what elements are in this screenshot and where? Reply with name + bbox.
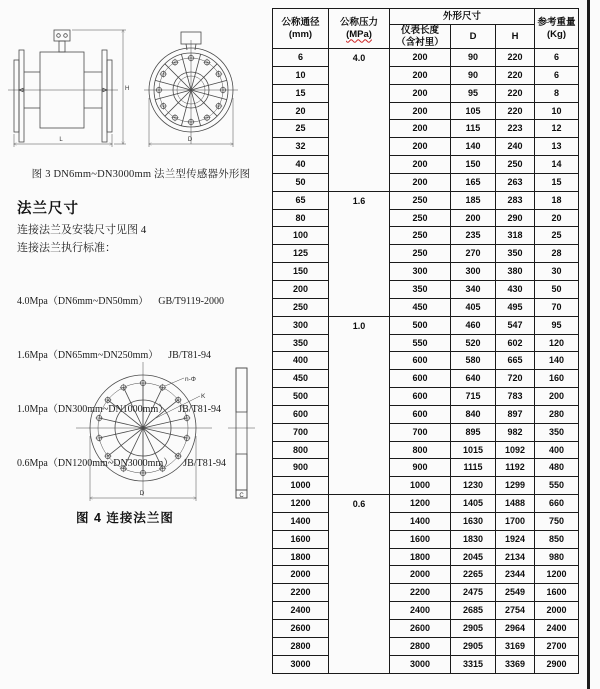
table-cell: 1600 <box>535 584 579 602</box>
table-cell: 600 <box>390 405 451 423</box>
fig4-caption: 图 4 连接法兰图 <box>76 511 174 525</box>
table-cell: 1700 <box>496 512 535 530</box>
table-cell: 185 <box>451 191 496 209</box>
table-cell: 750 <box>535 512 579 530</box>
dim-label-K: K <box>201 393 206 400</box>
standard-line: 1.6Mpa（DN65mm~DN250mm） JB/T81-94 <box>17 350 212 361</box>
table-cell: 140 <box>535 352 579 370</box>
dim-label-D-front: D <box>187 137 193 143</box>
table-cell: 95 <box>451 84 496 102</box>
table-cell: 200 <box>390 66 451 84</box>
table-cell: 580 <box>451 352 496 370</box>
table-cell: 2134 <box>496 548 535 566</box>
table-cell: 547 <box>496 316 535 334</box>
table-row <box>273 530 579 548</box>
table-row <box>273 512 579 530</box>
table-cell: 318 <box>496 227 535 245</box>
table-cell: 140 <box>451 138 496 156</box>
table-cell: 715 <box>451 388 496 406</box>
table-cell: 2600 <box>273 620 329 638</box>
table-cell: 15 <box>273 84 329 102</box>
table-cell: 105 <box>451 102 496 120</box>
table-row <box>273 459 579 477</box>
table-row <box>273 352 579 370</box>
table-cell: 430 <box>496 280 535 298</box>
table-cell: 200 <box>535 388 579 406</box>
table-cell: 2685 <box>451 602 496 620</box>
table-cell: 700 <box>390 423 451 441</box>
table-cell: 90 <box>451 66 496 84</box>
table-cell: 2400 <box>273 602 329 620</box>
table-cell: 495 <box>496 298 535 316</box>
table-cell: 200 <box>390 49 451 67</box>
table-cell: 2400 <box>390 602 451 620</box>
table-cell: 350 <box>273 334 329 352</box>
col-header-d: D <box>451 25 496 49</box>
table-cell: 980 <box>535 548 579 566</box>
table-cell: 240 <box>496 138 535 156</box>
col-header-meter-length: 仪表长度 （含衬里） <box>390 25 451 49</box>
table-cell: 250 <box>390 209 451 227</box>
col-header-outline-dimensions: 外形尺寸 <box>390 9 535 25</box>
standard-line: 0.6Mpa（DN1200mm~DN3000mm） JB/T81-94 <box>17 458 227 469</box>
table-cell: 125 <box>273 245 329 263</box>
table-cell: 640 <box>451 370 496 388</box>
dim-label-C: C <box>239 493 244 499</box>
col-header-reference-weight: 参考重量 (Kg) <box>535 9 579 49</box>
table-cell: 600 <box>273 405 329 423</box>
table-cell: 783 <box>496 388 535 406</box>
table-row <box>273 548 579 566</box>
table-row <box>273 423 579 441</box>
table-row <box>273 191 579 209</box>
table-row <box>273 602 579 620</box>
table-cell: 223 <box>496 120 535 138</box>
table-row <box>273 49 579 67</box>
table-row <box>273 334 579 352</box>
table-cell: 160 <box>535 370 579 388</box>
col-header-h: H <box>496 25 535 49</box>
table-cell: 1000 <box>390 477 451 495</box>
table-row <box>273 227 579 245</box>
table-cell: 250 <box>273 298 329 316</box>
table-row <box>273 102 579 120</box>
table-cell: 220 <box>496 49 535 67</box>
table-cell: 283 <box>496 191 535 209</box>
table-row <box>273 280 579 298</box>
intro-line-2: 连接法兰执行标准： <box>17 242 116 254</box>
table-cell: 3369 <box>496 655 535 673</box>
table-cell: 235 <box>451 227 496 245</box>
table-cell: 460 <box>451 316 496 334</box>
page-right-border <box>587 0 590 689</box>
table-cell: 450 <box>273 370 329 388</box>
table-cell: 1600 <box>390 530 451 548</box>
table-cell: 165 <box>451 173 496 191</box>
table-cell: 200 <box>390 102 451 120</box>
table-cell: 405 <box>451 298 496 316</box>
table-row <box>273 405 579 423</box>
table-cell: 18 <box>535 191 579 209</box>
table-cell: 2754 <box>496 602 535 620</box>
table-cell: 900 <box>273 459 329 477</box>
table-cell: 200 <box>390 173 451 191</box>
table-cell: 550 <box>535 477 579 495</box>
table-cell: 1115 <box>451 459 496 477</box>
table-cell: 95 <box>535 316 579 334</box>
table-row <box>273 156 579 174</box>
table-cell: 1630 <box>451 512 496 530</box>
table-cell: 1924 <box>496 530 535 548</box>
table-row <box>273 138 579 156</box>
table-cell: 600 <box>390 352 451 370</box>
table-row <box>273 84 579 102</box>
table-cell: 12 <box>535 120 579 138</box>
fig4-connecting-flange-diagram <box>8 340 260 508</box>
table-cell: 10 <box>273 66 329 84</box>
table-cell: 400 <box>273 352 329 370</box>
table-cell: 895 <box>451 423 496 441</box>
table-cell: 250 <box>496 156 535 174</box>
table-row <box>273 173 579 191</box>
standard-line: 4.0Mpa（DN6mm~DN50mm） GB/T9119-2000 <box>17 296 224 307</box>
table-cell: 2344 <box>496 566 535 584</box>
table-cell: 480 <box>535 459 579 477</box>
table-row <box>273 120 579 138</box>
dimension-table-body <box>273 49 579 674</box>
table-cell: 450 <box>390 298 451 316</box>
table-row <box>273 316 579 334</box>
table-cell: 700 <box>273 423 329 441</box>
section-title-flange-size: 法兰尺寸 <box>17 201 79 217</box>
table-cell: 15 <box>535 173 579 191</box>
table-cell: 300 <box>273 316 329 334</box>
table-cell: 3315 <box>451 655 496 673</box>
table-cell: 220 <box>496 66 535 84</box>
table-cell: 1299 <box>496 477 535 495</box>
table-cell: 2800 <box>390 637 451 655</box>
table-cell: 500 <box>273 388 329 406</box>
table-cell: 500 <box>390 316 451 334</box>
table-cell: 200 <box>273 280 329 298</box>
table-cell: 3169 <box>496 637 535 655</box>
table-cell: 1200 <box>390 495 451 513</box>
col-header-nominal-diameter: 公称通径 (mm) <box>273 9 329 49</box>
table-cell: 2600 <box>390 620 451 638</box>
table-cell: 150 <box>451 156 496 174</box>
table-cell: 25 <box>273 120 329 138</box>
col-header-nominal-pressure: 公称压力 (MPa) <box>329 9 390 49</box>
table-cell: 200 <box>390 120 451 138</box>
table-cell: 270 <box>451 245 496 263</box>
table-cell: 1400 <box>273 512 329 530</box>
table-cell: 115 <box>451 120 496 138</box>
table-row <box>273 495 579 513</box>
table-cell: 280 <box>535 405 579 423</box>
fig3-caption: 图 3 DN6mm~DN3000mm 法兰型传感器外形图 <box>31 169 251 180</box>
table-cell: 665 <box>496 352 535 370</box>
table-cell: 8 <box>535 84 579 102</box>
table-cell: 90 <box>451 49 496 67</box>
table-cell: 20 <box>535 209 579 227</box>
intro-line-1: 连接法兰及安装尺寸见图 4 <box>17 224 147 236</box>
table-row <box>273 566 579 584</box>
table-cell: 2265 <box>451 566 496 584</box>
table-cell: 50 <box>535 280 579 298</box>
table-row <box>273 584 579 602</box>
dim-label-L: L <box>59 137 63 143</box>
table-cell: 6 <box>273 49 329 67</box>
table-cell: 350 <box>390 280 451 298</box>
table-row <box>273 620 579 638</box>
table-cell: 32 <box>273 138 329 156</box>
table-cell: 800 <box>390 441 451 459</box>
dim-label-D-flange: D <box>139 490 145 497</box>
pressure-group-cell: 0.6 <box>329 495 390 673</box>
table-cell: 1400 <box>390 512 451 530</box>
dimension-table <box>272 8 579 674</box>
table-cell: 1800 <box>273 548 329 566</box>
flange-intro-text <box>17 221 146 257</box>
table-cell: 2549 <box>496 584 535 602</box>
table-cell: 65 <box>273 191 329 209</box>
table-cell: 1015 <box>451 441 496 459</box>
pressure-group-cell: 4.0 <box>329 49 390 192</box>
table-cell: 6 <box>535 66 579 84</box>
table-cell: 250 <box>390 227 451 245</box>
table-cell: 100 <box>273 227 329 245</box>
table-cell: 2200 <box>390 584 451 602</box>
table-cell: 40 <box>273 156 329 174</box>
table-cell: 1600 <box>273 530 329 548</box>
table-cell: 120 <box>535 334 579 352</box>
standard-line: 1.0Mpa（DN300mm~DN1000mm） JB/T81-94 <box>17 404 222 415</box>
pressure-group-cell: 1.6 <box>329 191 390 316</box>
table-cell: 900 <box>390 459 451 477</box>
table-cell: 200 <box>390 156 451 174</box>
table-row <box>273 263 579 281</box>
table-cell: 150 <box>273 263 329 281</box>
table-cell: 1200 <box>273 495 329 513</box>
table-cell: 300 <box>390 263 451 281</box>
table-row <box>273 245 579 263</box>
table-cell: 25 <box>535 227 579 245</box>
table-cell: 1000 <box>273 477 329 495</box>
table-cell: 1800 <box>390 548 451 566</box>
table-cell: 840 <box>451 405 496 423</box>
table-row <box>273 66 579 84</box>
table-cell: 720 <box>496 370 535 388</box>
table-cell: 600 <box>390 370 451 388</box>
table-row <box>273 370 579 388</box>
table-cell: 10 <box>535 102 579 120</box>
table-cell: 850 <box>535 530 579 548</box>
fig3-sensor-outline-diagram <box>2 6 264 158</box>
table-cell: 350 <box>496 245 535 263</box>
table-cell: 30 <box>535 263 579 281</box>
table-cell: 1200 <box>535 566 579 584</box>
table-cell: 1488 <box>496 495 535 513</box>
table-cell: 1192 <box>496 459 535 477</box>
table-cell: 20 <box>273 102 329 120</box>
table-cell: 982 <box>496 423 535 441</box>
table-row <box>273 477 579 495</box>
table-cell: 14 <box>535 156 579 174</box>
table-cell: 263 <box>496 173 535 191</box>
table-cell: 2000 <box>273 566 329 584</box>
table-row <box>273 298 579 316</box>
table-cell: 3000 <box>390 655 451 673</box>
table-cell: 2800 <box>273 637 329 655</box>
table-cell: 250 <box>390 191 451 209</box>
table-cell: 70 <box>535 298 579 316</box>
table-row <box>273 637 579 655</box>
table-cell: 1830 <box>451 530 496 548</box>
table-cell: 200 <box>390 84 451 102</box>
table-cell: 2905 <box>451 637 496 655</box>
table-cell: 2964 <box>496 620 535 638</box>
table-cell: 1405 <box>451 495 496 513</box>
table-row <box>273 441 579 459</box>
table-cell: 80 <box>273 209 329 227</box>
table-cell: 380 <box>496 263 535 281</box>
table-cell: 520 <box>451 334 496 352</box>
table-cell: 800 <box>273 441 329 459</box>
table-cell: 2000 <box>390 566 451 584</box>
table-cell: 350 <box>535 423 579 441</box>
table-cell: 2000 <box>535 602 579 620</box>
table-cell: 602 <box>496 334 535 352</box>
table-cell: 550 <box>390 334 451 352</box>
table-cell: 50 <box>273 173 329 191</box>
table-cell: 220 <box>496 84 535 102</box>
table-cell: 2200 <box>273 584 329 602</box>
table-cell: 1092 <box>496 441 535 459</box>
table-cell: 290 <box>496 209 535 227</box>
table-cell: 2700 <box>535 637 579 655</box>
table-cell: 1230 <box>451 477 496 495</box>
table-cell: 2475 <box>451 584 496 602</box>
table-cell: 340 <box>451 280 496 298</box>
table-cell: 220 <box>496 102 535 120</box>
table-cell: 250 <box>390 245 451 263</box>
table-cell: 2045 <box>451 548 496 566</box>
table-cell: 400 <box>535 441 579 459</box>
table-cell: 200 <box>451 209 496 227</box>
table-cell: 3000 <box>273 655 329 673</box>
table-cell: 6 <box>535 49 579 67</box>
table-cell: 300 <box>451 263 496 281</box>
table-cell: 2900 <box>535 655 579 673</box>
table-cell: 200 <box>390 138 451 156</box>
table-cell: 660 <box>535 495 579 513</box>
table-cell: 2905 <box>451 620 496 638</box>
table-cell: 28 <box>535 245 579 263</box>
dim-label-H: H <box>125 86 130 92</box>
table-cell: 897 <box>496 405 535 423</box>
pressure-group-cell: 1.0 <box>329 316 390 494</box>
table-row <box>273 209 579 227</box>
table-cell: 13 <box>535 138 579 156</box>
table-row <box>273 655 579 673</box>
table-row <box>273 388 579 406</box>
table-cell: 2400 <box>535 620 579 638</box>
table-cell: 600 <box>390 388 451 406</box>
dim-label-n-phi: n-Φ <box>185 376 196 383</box>
